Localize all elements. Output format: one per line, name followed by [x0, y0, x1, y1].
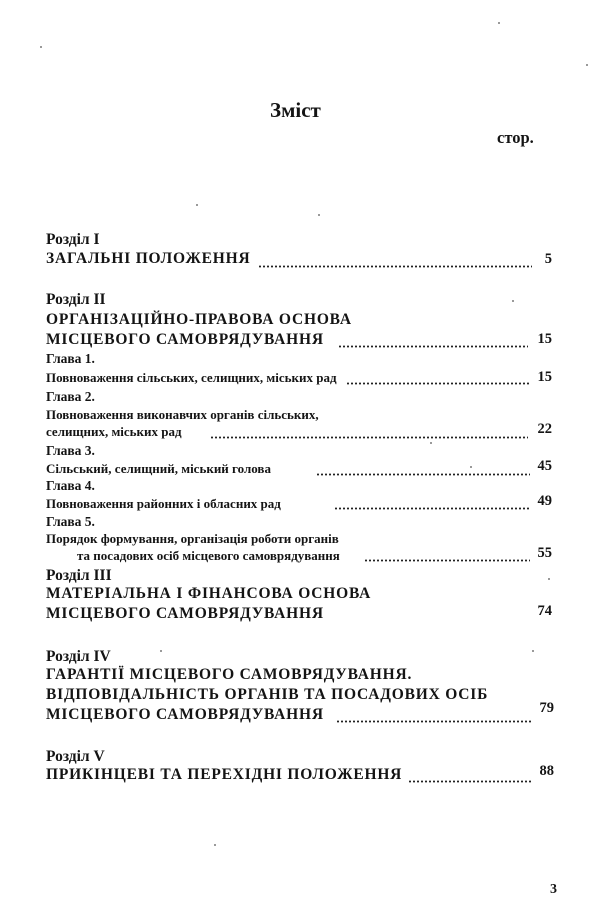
- scan-speck: [586, 64, 588, 66]
- scan-speck: [532, 650, 534, 652]
- chapter-label: Глава 3.: [46, 443, 95, 458]
- page-ref: 45: [537, 458, 552, 474]
- scan-speck: [512, 300, 514, 302]
- section-label: Розділ V: [46, 748, 105, 765]
- section-title-line: МАТЕРІАЛЬНА І ФІНАНСОВА ОСНОВА: [46, 585, 372, 602]
- dot-leader: [408, 780, 532, 783]
- chapter-title-line: Повноваження виконавчих органів сільських,: [46, 407, 319, 422]
- scan-speck: [470, 466, 472, 468]
- page-ref: 5: [544, 251, 552, 267]
- dot-leader: [210, 436, 528, 439]
- scan-speck: [318, 214, 320, 216]
- page-ref: 22: [537, 421, 552, 437]
- section-label: Розділ IV: [46, 648, 111, 665]
- toc-title: Зміст: [270, 98, 321, 122]
- section-label: Розділ I: [46, 231, 100, 248]
- scan-speck: [498, 22, 500, 24]
- dot-leader: [334, 507, 530, 510]
- section-label: Розділ III: [46, 567, 112, 584]
- dot-leader: [364, 559, 530, 562]
- section-title-line: ОРГАНІЗАЦІЙНО-ПРАВОВА ОСНОВА: [46, 311, 352, 328]
- scan-speck: [196, 204, 198, 206]
- section-title-line: ВІДПОВІДАЛЬНІСТЬ ОРГАНІВ ТА ПОСАДОВИХ ОСІБ: [46, 686, 489, 703]
- chapter-label: Глава 1.: [46, 351, 95, 366]
- section-title-line: ГАРАНТІЇ МІСЦЕВОГО САМОВРЯДУВАННЯ.: [46, 666, 413, 683]
- page-ref: 15: [537, 369, 552, 385]
- dot-leader: [338, 345, 528, 348]
- page-ref: 88: [539, 763, 554, 779]
- section-title-line: МІСЦЕВОГО САМОВРЯДУВАННЯ: [46, 331, 324, 348]
- section-title-line: ПРИКІНЦЕВІ ТА ПЕРЕХІДНІ ПОЛОЖЕННЯ: [46, 766, 403, 783]
- page-ref: 55: [537, 545, 552, 561]
- chapter-label: Глава 2.: [46, 389, 95, 404]
- page-ref: 15: [537, 331, 552, 347]
- chapter-title-line: Повноваження районних і обласних рад: [46, 496, 281, 511]
- scan-speck: [548, 578, 550, 580]
- page-ref: 49: [537, 493, 552, 509]
- scan-speck: [214, 844, 216, 846]
- page-number: 3: [550, 882, 557, 897]
- page-ref: 79: [539, 700, 554, 716]
- dot-leader: [336, 720, 532, 723]
- page-ref: 74: [537, 603, 552, 619]
- dot-leader: [316, 473, 530, 476]
- scan-speck: [40, 46, 42, 48]
- chapter-title-line: Порядок формування, організація роботи органів: [46, 531, 339, 546]
- section-label: Розділ II: [46, 291, 106, 308]
- page-column-header: стор.: [497, 128, 534, 147]
- chapter-title-line: Сільський, селищний, міський голова: [46, 461, 271, 476]
- dot-leader: [258, 265, 532, 268]
- chapter-title-line: селищних, міських рад: [46, 424, 182, 439]
- section-title-line: МІСЦЕВОГО САМОВРЯДУВАННЯ: [46, 605, 324, 622]
- chapter-label: Глава 5.: [46, 514, 95, 529]
- scan-speck: [160, 650, 162, 652]
- chapter-title-line: та посадових осіб місцевого самоврядування: [77, 548, 340, 563]
- scan-speck: [430, 442, 432, 444]
- dot-leader: [346, 382, 530, 385]
- section-title-line: МІСЦЕВОГО САМОВРЯДУВАННЯ: [46, 706, 324, 723]
- chapter-label: Глава 4.: [46, 478, 95, 493]
- section-title-line: ЗАГАЛЬНІ ПОЛОЖЕННЯ: [46, 250, 251, 267]
- chapter-title-line: Повноваження сільських, селищних, міських рад: [46, 370, 337, 385]
